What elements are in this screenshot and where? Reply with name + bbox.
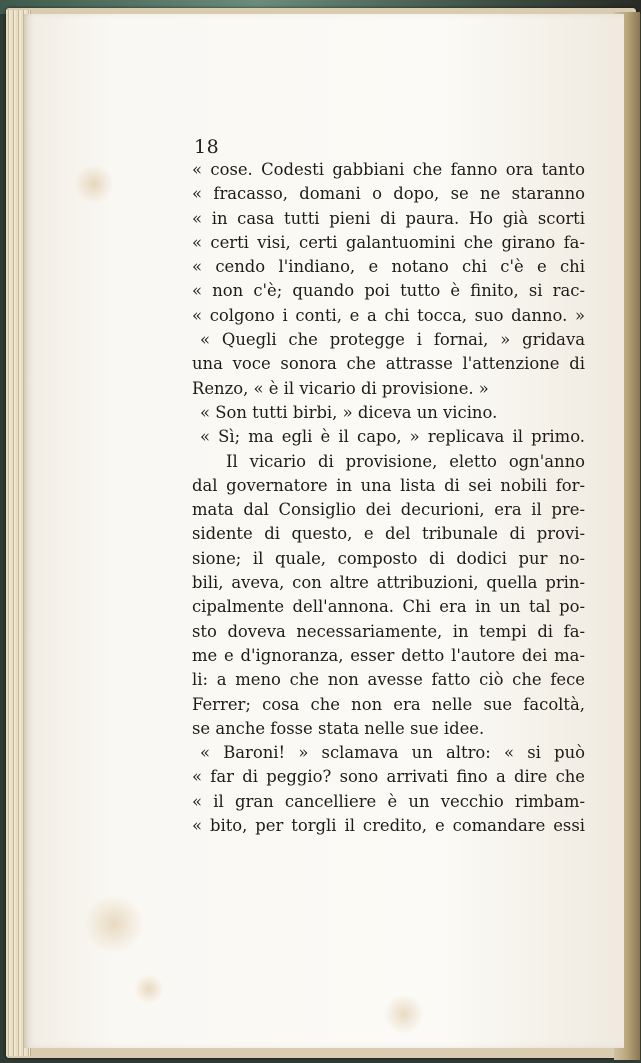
foxing-stain: [84, 894, 144, 954]
text-line: « far di peggio? sono arrivati fino a dire che: [192, 767, 585, 787]
text-line: me e d'ignoranza, esser detto l'autore dei ma-: [192, 645, 585, 665]
text-line: « certi visi, certi galantuomini che girano fa-: [192, 232, 585, 252]
text-line: « cendo l'indiano, e notano chi c'è e chi: [192, 257, 585, 277]
body-text: [192, 158, 585, 838]
foxing-stain: [384, 994, 424, 1034]
text-line: Renzo, « è il vicario di provisione. »: [192, 378, 489, 398]
text-line: « il gran cancelliere è un vecchio rimbam-: [192, 791, 585, 811]
text-line: bili, aveva, con altre attribuzioni, quella prin-: [192, 573, 585, 593]
text-line: « bito, per torgli il credito, e comandare essi: [192, 816, 585, 836]
text-line: li: a meno che non avesse fatto ciò che fece: [192, 670, 585, 690]
text-line: dal governatore in una lista di sei nobili for-: [192, 475, 585, 495]
foxing-stain: [74, 164, 114, 204]
page-number: 18: [194, 136, 220, 158]
text-line: « non c'è; quando poi tutto è finito, si rac-: [192, 281, 585, 301]
text-line: una voce sonora che attrasse l'attenzione di: [192, 354, 585, 374]
text-line: se anche fosse stata nelle sue idee.: [192, 718, 485, 738]
text-line: « in casa tutti pieni di paura. Ho già scorti: [192, 208, 585, 228]
text-line: « fracasso, domani o dopo, se ne staranno: [192, 184, 585, 204]
text-line: « Son tutti birbi, » diceva un vicino.: [200, 402, 498, 422]
text-line: « Baroni! » sclamava un altro: « si può: [200, 743, 585, 763]
text-line: « Sì; ma egli è il capo, » replicava il primo.: [200, 427, 585, 447]
text-line: sidente di questo, e del tribunale di provi-: [192, 524, 585, 544]
text-line: Ferrer; cosa che non era nelle sue facoltà,: [192, 694, 585, 714]
text-line: sto doveva necessariamente, in tempi di fa-: [192, 621, 585, 641]
text-line: mata dal Consiglio dei decurioni, era il pre-: [192, 500, 585, 520]
foxing-stain: [134, 974, 164, 1004]
text-line: cipalmente dell'annona. Chi era in un tal po-: [192, 597, 585, 617]
text-line: « Quegli che protegge i fornai, » gridava: [200, 330, 585, 350]
text-line: « colgono i conti, e a chi tocca, suo danno. »: [192, 305, 585, 325]
text-line: sione; il quale, composto di dodici pur no-: [192, 548, 585, 568]
text-line: « cose. Codesti gabbiani che fanno ora tanto: [192, 160, 585, 179]
text-line: Il vicario di provisione, eletto ogn'anno: [226, 451, 585, 471]
